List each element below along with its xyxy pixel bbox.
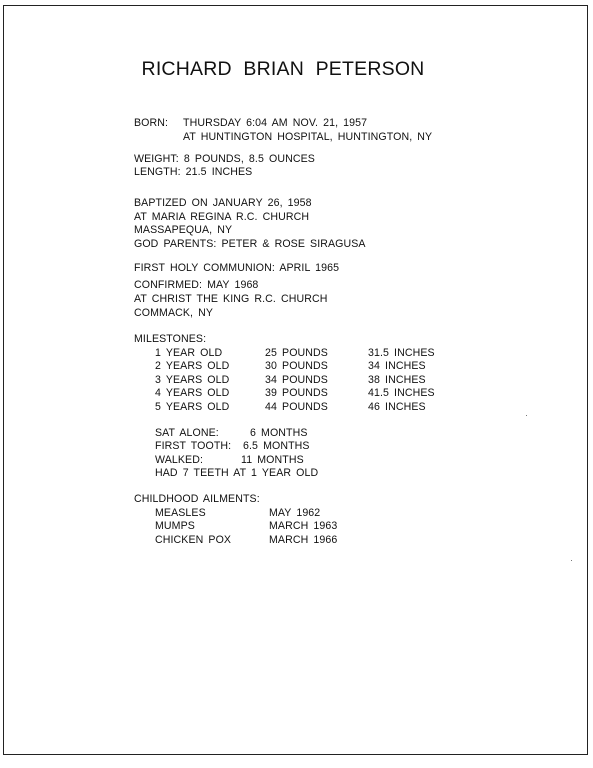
milestone-height: 31.5 INCHES — [368, 347, 435, 359]
ailment-name: MEASLES — [155, 507, 206, 519]
ailment-date: MARCH 1966 — [269, 534, 338, 546]
confirmation-church: AT CHRIST THE KING R.C. CHURCH — [134, 293, 328, 305]
birth-weight: WEIGHT: 8 POUNDS, 8.5 OUNCES — [134, 153, 315, 165]
first-tooth-label: FIRST TOOTH: — [155, 440, 232, 452]
ailment-name: MUMPS — [155, 520, 195, 532]
milestone-age: 4 YEARS OLD — [155, 387, 230, 399]
sat-alone-value: 6 MONTHS — [250, 427, 308, 439]
walked-label: WALKED: — [155, 454, 203, 466]
ailment-date: MARCH 1963 — [269, 520, 338, 532]
baptism-date: BAPTIZED ON JANUARY 26, 1958 — [134, 197, 312, 209]
born-label: BORN: — [134, 117, 169, 129]
scan-speck — [526, 415, 527, 416]
sat-alone-label: SAT ALONE: — [155, 427, 219, 439]
baptism-town: MASSAPEQUA, NY — [134, 224, 233, 236]
milestone-age: 3 YEARS OLD — [155, 374, 230, 386]
page-title: RICHARD BRIAN PETERSON — [141, 58, 425, 80]
first-communion: FIRST HOLY COMMUNION: APRIL 1965 — [134, 262, 340, 274]
milestone-age: 2 YEARS OLD — [155, 360, 230, 372]
milestones-heading: MILESTONES: — [134, 333, 207, 345]
ailment-name: CHICKEN POX — [155, 534, 232, 546]
milestone-height: 38 INCHES — [368, 374, 426, 386]
milestone-weight: 34 POUNDS — [265, 374, 328, 386]
confirmation-town: COMMACK, NY — [134, 307, 214, 319]
milestone-height: 41.5 INCHES — [368, 387, 435, 399]
birth-length: LENGTH: 21.5 INCHES — [134, 166, 253, 178]
born-date: THURSDAY 6:04 AM NOV. 21, 1957 — [183, 117, 368, 129]
walked-value: 11 MONTHS — [241, 454, 304, 466]
teeth-note: HAD 7 TEETH AT 1 YEAR OLD — [155, 467, 319, 479]
scan-speck — [571, 560, 572, 561]
milestone-weight: 39 POUNDS — [265, 387, 328, 399]
milestone-age: 5 YEARS OLD — [155, 401, 230, 413]
ailments-heading: CHILDHOOD AILMENTS: — [134, 493, 260, 505]
milestone-age: 1 YEAR OLD — [155, 347, 223, 359]
milestone-height: 34 INCHES — [368, 360, 426, 372]
confirmation-date: CONFIRMED: MAY 1968 — [134, 279, 259, 291]
ailment-date: MAY 1962 — [269, 507, 321, 519]
born-place: AT HUNTINGTON HOSPITAL, HUNTINGTON, NY — [183, 131, 433, 143]
milestone-weight: 25 POUNDS — [265, 347, 328, 359]
milestone-weight: 30 POUNDS — [265, 360, 328, 372]
god-parents: GOD PARENTS: PETER & ROSE SIRAGUSA — [134, 238, 366, 250]
milestone-weight: 44 POUNDS — [265, 401, 328, 413]
milestone-height: 46 INCHES — [368, 401, 426, 413]
baptism-church: AT MARIA REGINA R.C. CHURCH — [134, 211, 310, 223]
first-tooth-value: 6.5 MONTHS — [243, 440, 310, 452]
